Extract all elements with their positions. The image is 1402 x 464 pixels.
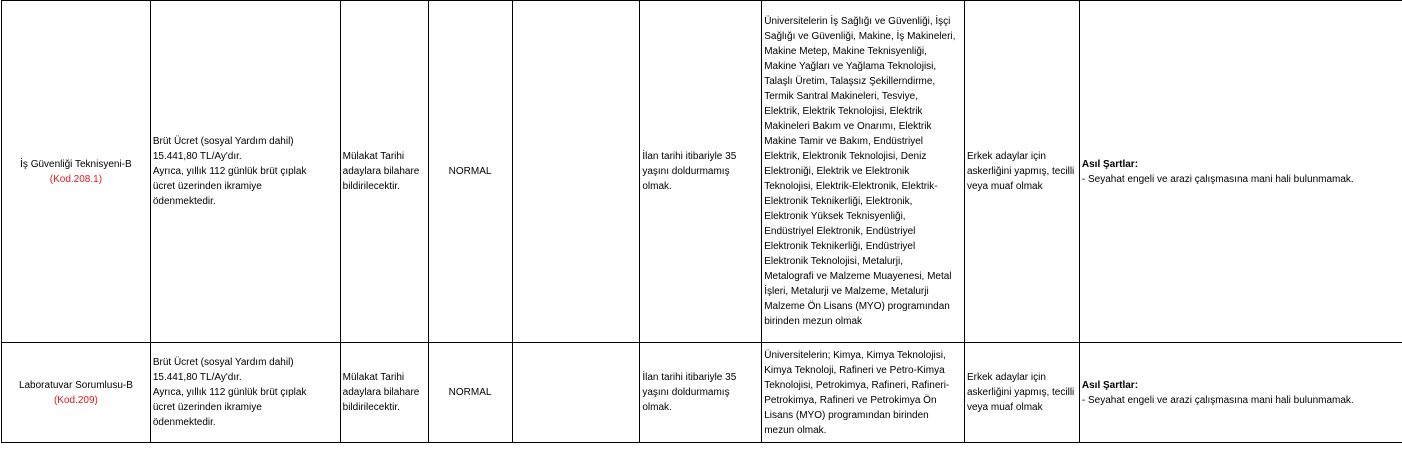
interview-line: adaylara bilahare (342, 166, 420, 177)
education-line: Elektroniği, Elektrik ve Elektronik (764, 166, 910, 177)
salary-line: ödenmektedir. (152, 417, 216, 428)
salary-line: 15.441,80 TL/Ay'dır. (152, 372, 242, 383)
military-cell (965, 343, 1080, 443)
conditions-text: - Seyahat engeli ve arazi çalışmasına mani hali bulunmamak. (1081, 173, 1354, 185)
position-title: İş Güvenliği Teknisyeni-B (20, 158, 132, 170)
conditions-cell (1079, 343, 1402, 443)
position-title: Laboratuvar Sorumlusu-B (18, 379, 133, 391)
education-line: Makineleri Bakım ve Onarımı, Elektrik (764, 121, 932, 132)
education-line: Termik Santral Makineleri, Tesviye, (764, 91, 918, 102)
education-line: Petrokimya, Rafineri ve Petrokimya Ön (764, 394, 937, 406)
military-line: askerliğini yapmış, tecilli (967, 166, 1075, 177)
position-code: (Kod.209) (53, 394, 98, 406)
education-line: mezun olmak. (764, 424, 827, 436)
education-cell (762, 343, 965, 443)
salary-cell (150, 1, 340, 343)
salary-line: Ayrıca, yıllık 112 günlük brüt çıplak (152, 387, 307, 398)
age-line: İlan tarihi itibariyle 35 (642, 151, 737, 162)
education-line: birinden mezun olmak (764, 316, 863, 327)
type-cell: NORMAL (428, 1, 512, 343)
education-line: Makine Yağları ve Yağlama Teknolojisi, (764, 61, 937, 72)
age-cell (640, 343, 762, 443)
education-line: Endüstriyel Elektronik, Endüstriyel (764, 226, 916, 237)
education-line: Teknolojisi, Elektrik-Elektronik, Elektrik- (764, 181, 938, 192)
conditions-cell (1079, 1, 1402, 343)
age-line: İlan tarihi itibariyle 35 (642, 372, 737, 383)
education-line: Makine Metep, Makine Teknisyenliği, (764, 46, 927, 57)
military-line: askerliğini yapmış, tecilli (967, 387, 1075, 398)
education-line: Elektronik Teknikerliği, Elektronik, (764, 196, 913, 207)
education-line: Sağlığı ve Güvenliği, Makine, İş Makineleri, (764, 31, 956, 42)
education-line: Metalografi ve Malzeme Muayenesi, Metal (764, 271, 952, 282)
interview-line: bildirilecektir. (342, 402, 400, 413)
interview-line: bildirilecektir. (342, 181, 400, 192)
age-line: yaşını doldurmamış (642, 387, 730, 398)
salary-line: Ayrıca, yıllık 112 günlük brüt çıplak (152, 166, 307, 177)
education-line: Malzeme Ön Lisans (MYO) programından (764, 301, 950, 312)
empty-cell (512, 1, 640, 343)
interview-cell (340, 343, 428, 443)
salary-line: Brüt Ücret (sosyal Yardım dahil) (152, 136, 294, 147)
education-line: Teknolojisi, Petrokimya, Rafineri, Rafineri- (764, 379, 950, 391)
job-listing-table (1, 0, 1402, 443)
interview-line: Mülakat Tarihi (342, 151, 405, 162)
position-cell (2, 343, 151, 443)
salary-line: Brüt Ücret (sosyal Yardım dahil) (152, 357, 294, 368)
education-line: Elektronik Yüksek Teknisyenliği, (764, 211, 906, 222)
education-line: Kimya Teknoloji, Rafineri ve Petro-Kimya (764, 364, 945, 376)
education-line: Elektrik, Elektronik Teknolojisi, Deniz (764, 151, 927, 162)
position-cell (2, 1, 151, 343)
salary-line: ödenmektedir. (152, 196, 216, 207)
salary-cell (150, 343, 340, 443)
education-line: İşleri, Metalurji ve Malzeme, Metalurji (764, 286, 929, 297)
age-line: yaşını doldurmamış (642, 166, 730, 177)
conditions-title: Asıl Şartlar: (1081, 158, 1139, 170)
salary-line: ücret üzerinden ikramiye (152, 402, 262, 413)
table-row (2, 1, 1402, 343)
interview-cell (340, 1, 428, 343)
education-line: Makine Tamir ve Bakım, Endüstriyel (764, 136, 923, 147)
table-row (2, 343, 1402, 443)
education-line: Üniversitelerin İş Sağlığı ve Güvenliği, İşçi (764, 16, 951, 27)
age-cell (640, 1, 762, 343)
salary-line: ücret üzerinden ikramiye (152, 181, 262, 192)
type-cell: NORMAL (428, 343, 512, 443)
education-line: Elektronik Teknolojisi, Metalurji, (764, 256, 903, 267)
interview-line: Mülakat Tarihi (342, 372, 405, 383)
military-cell (965, 1, 1080, 343)
military-line: Erkek adaylar için (967, 151, 1046, 162)
age-line: olmak. (642, 181, 672, 192)
conditions-title: Asıl Şartlar: (1081, 379, 1139, 391)
salary-line: 15.441,80 TL/Ay'dır. (152, 151, 242, 162)
empty-cell (512, 343, 640, 443)
education-line: Elektrik, Elektrik Teknolojisi, Elektrik (764, 106, 923, 117)
conditions-text: - Seyahat engeli ve arazi çalışmasına mani hali bulunmamak. (1081, 394, 1354, 406)
education-line: Talaşlı Üretim, Talaşsız Şekillerndirme, (764, 76, 936, 87)
interview-line: adaylara bilahare (342, 387, 420, 398)
education-line: Lisans (MYO) programından birinden (764, 409, 929, 421)
position-code: (Kod.208.1) (49, 173, 103, 185)
education-line: Üniversitelerin; Kimya, Kimya Teknolojisi, (764, 349, 946, 361)
military-line: Erkek adaylar için (967, 372, 1046, 383)
education-line: Elektronik Teknikerliği, Endüstriyel (764, 241, 916, 252)
military-line: veya muaf olmak (967, 402, 1043, 413)
military-line: veya muaf olmak (967, 181, 1043, 192)
education-cell (762, 1, 965, 343)
age-line: olmak. (642, 402, 672, 413)
